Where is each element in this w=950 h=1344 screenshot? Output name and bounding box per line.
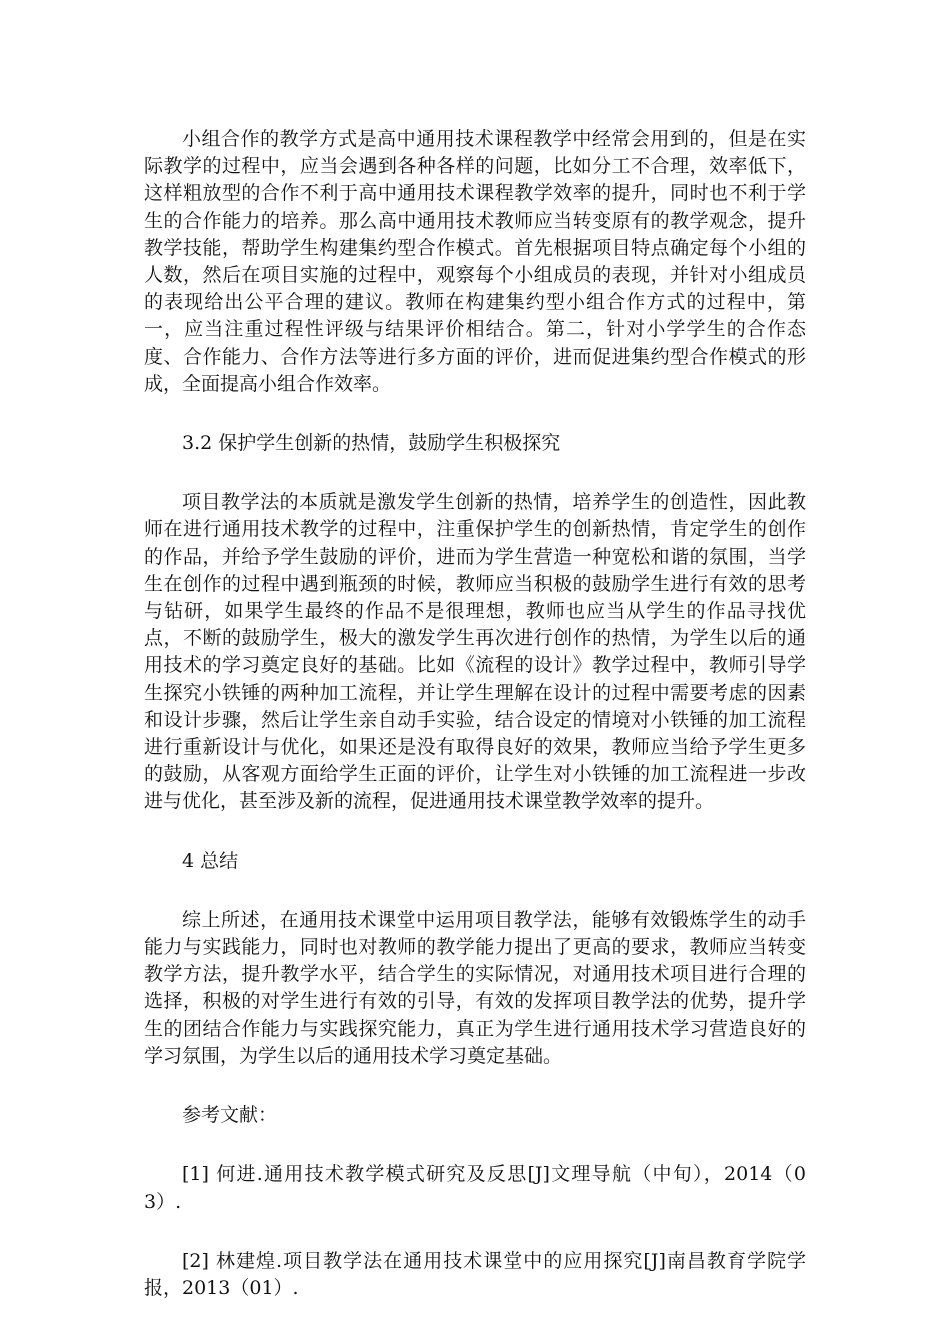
paragraph-group-cooperation: 小组合作的教学方式是高中通用技术课程教学中经常会用到的，但是在实际教学的过程中，应当会遇到各种各样的问题，比如分工不合理，效率低下，这样粗放型的合作不利于高中通用技术课程教学效率的提升，同时也不利于学生的合作能力的培养。那么高中通用技术教师应当转变原有的教学观念，提升教学技能，帮助学生构建集约型合作模式。首先根据项目特点确定每个小组的人数，然后在项目实施的过程中，观察每个小组成员的表现，并针对小组成员的表现给出公平合理的建议。教师在构建集约型小组合作方式的过程中，第一，应当注重过程性评级与结果评价相结合。第二，针对小学学生的合作态度、合作能力、合作方法等进行多方面的评价，进而促进集约型合作模式的形成，全面提高小组合作效率。	[144, 128, 806, 395]
paragraph-innovation: 项目教学法的本质就是激发学生创新的热情，培养学生的创造性，因此教师在进行通用技术教学的过程中，注重保护学生的创新热情，肯定学生的创作的作品，并给予学生鼓励的评价，进而为学生营造一种宽松和谐的氛围，当学生在创作的过程中遇到瓶颈的时候，教师应当积极的鼓励学生进行有效的思考与钻研，如果学生最终的作品不是很理想，教师也应当从学生的作品寻找优点，不断的鼓励学生，极大的激发学生再次进行创作的热情，为学生以后的通用技术的学习奠定良好的基础。比如《流程的设计》教学过程中，教师引导学生探究小铁锤的两种加工流程，并让学生理解在设计的过程中需要考虑的因素和设计步骤，然后让学生亲自动手实验，结合设定的情境对小铁锤的加工流程进行重新设计与优化，如果还是没有取得良好的效果，教师应当给予学生更多的鼓励，从客观方面给学生正面的评价，让学生对小铁锤的加工流程进一步改进与优化，甚至涉及新的流程，促进通用技术课堂教学效率的提升。	[144, 491, 806, 813]
reference-2: [2] 林建煌.项目教学法在通用技术课堂中的应用探究[J]南昌教育学院学报，2013（01）.	[144, 1249, 806, 1299]
document-page	[144, 126, 806, 1334]
paragraph-summary: 综上所述，在通用技术课堂中运用项目教学法，能够有效锻炼学生的动手能力与实践能力，同时也对教师的教学能力提出了更高的要求，教师应当转变教学方法，提升教学水平，结合学生的实际情况，对通用技术项目进行合理的选择，积极的对学生进行有效的引导，有效的发挥项目教学法的优势，提升学生的团结合作能力与实践探究能力，真正为学生进行通用技术学习营造良好的学习氛围，为学生以后的通用技术学习奠定基础。	[144, 908, 806, 1067]
references-title: 参考文献：	[182, 1104, 278, 1127]
section-heading-3-2: 3.2 保护学生创新的热情，鼓励学生积极探究	[182, 432, 561, 455]
section-heading-4: 4 总结	[182, 849, 239, 872]
reference-1: [1] 何进.通用技术教学模式研究及反思[J]文理导航（中旬），2014（03）.	[144, 1163, 806, 1213]
